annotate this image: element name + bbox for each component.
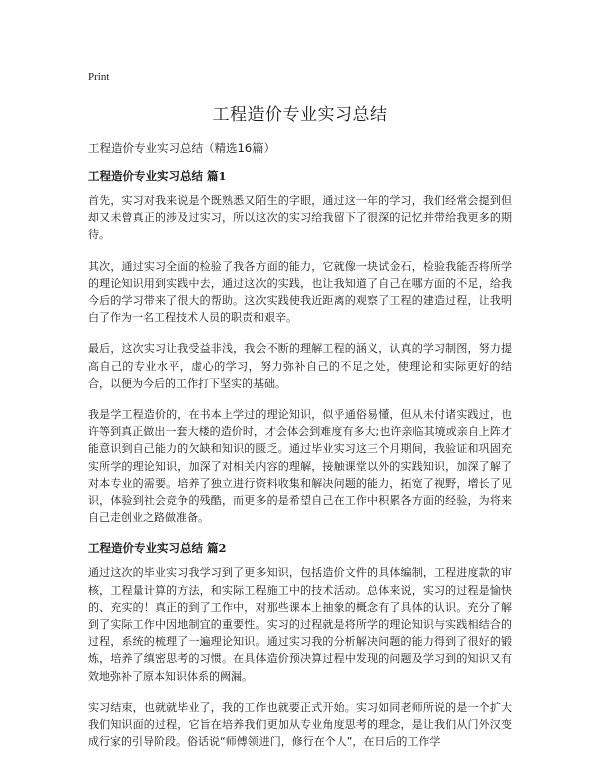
- paragraph: 实习结束，也就就毕业了，我的工作也就要正式开始。实习如同老师所说的是一个扩大我们知识面的过程，它旨在培养我们更加从专业角度思考的理念，是让我们从门外汉变成行家的引导阶段。俗话说“师傅领进门，修行在个人”，在日后的工作学: [88, 700, 512, 749]
- document-subtitle: 工程造价专业实习总结（精选16篇）: [88, 141, 276, 155]
- print-label: Print: [88, 71, 110, 83]
- section-heading: 工程造价专业实习总结 篇2: [88, 541, 227, 556]
- paragraph: 通过这次的毕业实习我学习到了更多知识，包括造价文件的具体编制，工程进度款的审核，工程量计算的方法，和实际工程施工中的技术活动。总体来说，实习的过程是愉快的、充实的！真正的到了工作中，对那些课本上抽象的概念有了具体的认识。充分了解到了实际工作中因地制宜的重要性。实习的过程就是将所学的理论知识与实践相结合的过程，系统的梳理了一遍理论知识。通过实习我的分析解决问题的能力得到了很好的锻炼，培养了缜密思考的习惯。在具体造价预决算过程中发现的问题及学习到的知识又有效地弥补了原本知识体系的阙漏。: [88, 566, 512, 683]
- section-heading: 工程造价专业实习总结 篇1: [88, 169, 227, 183]
- paragraph: 我是学工程造价的，在书本上学过的理论知识，似乎通俗易懂，但从未付诸实践过，也许等到真正做出一套大楼的造价时，才会体会到难度有多大;也许亲临其境或亲自上阵才能意识到自己能力的欠缺和知识的匮乏。通过毕业实习这三个月期间，我验证和巩固充实所学的理论知识，加深了对相关内容的理解，接触课堂以外的实践知识，加深了解了对本专业的需要。培养了独立进行资料收集和解决问题的能力，拓宽了视野，增长了见识，体验到社会竞争的残酷，而更多的是希望自己在工作中积累各方面的经验，为将来自己走创业之路做准备。: [88, 408, 512, 525]
- section-1: [88, 168, 512, 526]
- paragraph: 首先，实习对我来说是个既熟悉又陌生的字眼，通过这一年的学习，我们经常会提到但却又未曾真正的涉及过实习，所以这次的实习给我留下了很深的记忆并带给我更多的期待。: [88, 194, 512, 242]
- section-2: [88, 540, 512, 750]
- paragraph: 其次，通过实习全面的检验了我各方面的能力，它就像一块试金石，检验我能否将所学的理论知识用到实践中去，通过这次的实践，也让我知道了自己在哪方面的不足，给我今后的学习带来了很大的帮助。这次实践使我近距离的观察了工程的建造过程，让我明白了作为一名工程技术人员的职责和艰辛。: [88, 259, 512, 325]
- paragraph: 最后，这次实习让我受益非浅，我会不断的理解工程的涵义，认真的学习制图，努力提高自己的专业水平，虚心的学习，努力弥补自己的不足之处，使理论和实际更好的结合，以便为今后的工作打下坚实的基础。: [88, 342, 512, 390]
- document-title: 工程造价专业实习总结: [212, 105, 388, 125]
